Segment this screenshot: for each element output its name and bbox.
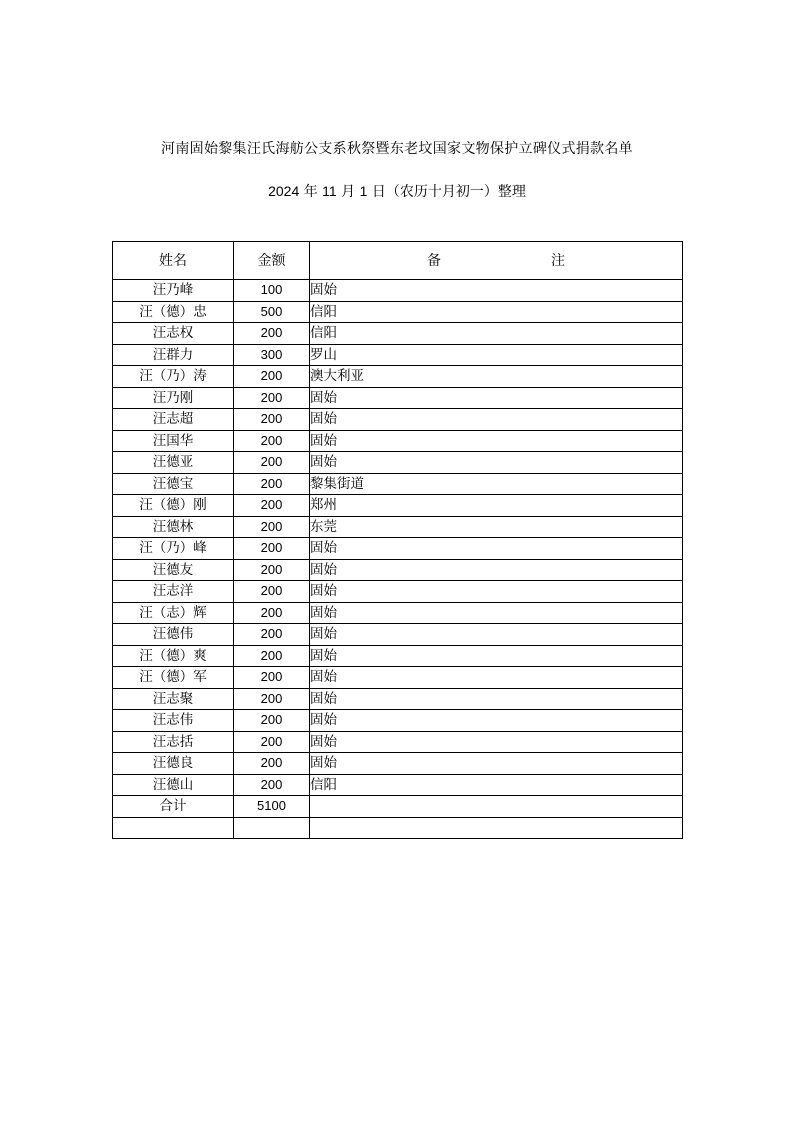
header-name: 姓名 [113, 242, 234, 280]
row-amount: 200 [234, 667, 310, 689]
subtitle-year-suffix: 年 [299, 184, 323, 200]
row-name: 汪（德）爽 [113, 645, 234, 667]
table-row [113, 301, 683, 323]
row-name: 汪（德）军 [113, 667, 234, 689]
subtitle-day: 1 [359, 183, 368, 199]
row-note: 固始 [310, 688, 683, 710]
table-row [113, 473, 683, 495]
row-name: 汪德亚 [113, 452, 234, 474]
row-note: 信阳 [310, 774, 683, 796]
row-amount: 200 [234, 688, 310, 710]
table-row [113, 344, 683, 366]
row-note: 固始 [310, 645, 683, 667]
row-note: 黎集街道 [310, 473, 683, 495]
total-note [310, 796, 683, 818]
row-amount: 200 [234, 452, 310, 474]
row-name: 汪德友 [113, 559, 234, 581]
table-row [113, 538, 683, 560]
row-name: 汪德伟 [113, 624, 234, 646]
row-note: 信阳 [310, 301, 683, 323]
row-note: 固始 [310, 538, 683, 560]
donation-table [112, 241, 683, 839]
table-row [113, 452, 683, 474]
row-amount: 200 [234, 538, 310, 560]
blank-cell-note [310, 817, 683, 838]
row-amount: 200 [234, 323, 310, 345]
row-note: 固始 [310, 430, 683, 452]
table-row [113, 430, 683, 452]
header-note-right: 注 [551, 252, 565, 269]
row-name: 汪国华 [113, 430, 234, 452]
row-amount: 200 [234, 366, 310, 388]
row-amount: 200 [234, 430, 310, 452]
table-row [113, 645, 683, 667]
row-note: 固始 [310, 581, 683, 603]
blank-cell-amount [234, 817, 310, 838]
row-name: 汪德宝 [113, 473, 234, 495]
table-row [113, 667, 683, 689]
row-name: 汪群力 [113, 344, 234, 366]
table-row [113, 559, 683, 581]
table-row [113, 710, 683, 732]
row-note: 固始 [310, 559, 683, 581]
row-name: 汪德山 [113, 774, 234, 796]
row-name: 汪乃刚 [113, 387, 234, 409]
row-name: 汪（志）辉 [113, 602, 234, 624]
row-note: 信阳 [310, 323, 683, 345]
row-note: 固始 [310, 602, 683, 624]
header-note-left: 备 [427, 252, 441, 269]
row-note: 固始 [310, 731, 683, 753]
row-name: 汪志伟 [113, 710, 234, 732]
total-row [113, 796, 683, 818]
row-name: 汪乃峰 [113, 280, 234, 302]
table-row [113, 688, 683, 710]
row-name: 汪志聚 [113, 688, 234, 710]
row-note: 固始 [310, 387, 683, 409]
table-row [113, 581, 683, 603]
row-amount: 200 [234, 516, 310, 538]
row-name: 汪志权 [113, 323, 234, 345]
row-note: 固始 [310, 753, 683, 775]
row-amount: 200 [234, 495, 310, 517]
table-row [113, 366, 683, 388]
subtitle-month-suffix: 月 [336, 184, 360, 200]
subtitle-year: 2024 [268, 183, 300, 199]
table-body [113, 280, 683, 796]
row-note: 东莞 [310, 516, 683, 538]
row-amount: 200 [234, 602, 310, 624]
row-note: 固始 [310, 624, 683, 646]
row-amount: 300 [234, 344, 310, 366]
table-row [113, 387, 683, 409]
table-row [113, 495, 683, 517]
row-amount: 200 [234, 387, 310, 409]
row-amount: 200 [234, 753, 310, 775]
row-amount: 100 [234, 280, 310, 302]
row-name: 汪（德）刚 [113, 495, 234, 517]
row-amount: 200 [234, 409, 310, 431]
row-name: 汪志超 [113, 409, 234, 431]
row-amount: 200 [234, 710, 310, 732]
header-amount: 金额 [234, 242, 310, 280]
row-amount: 200 [234, 731, 310, 753]
blank-row [113, 817, 683, 838]
total-amount: 5100 [234, 796, 310, 818]
document-subtitle [0, 181, 794, 201]
table-row [113, 280, 683, 302]
table-row [113, 409, 683, 431]
table-row [113, 731, 683, 753]
row-amount: 200 [234, 559, 310, 581]
row-note: 郑州 [310, 495, 683, 517]
row-amount: 200 [234, 473, 310, 495]
total-label: 合计 [113, 796, 234, 818]
table-header-row [113, 242, 683, 280]
header-note [310, 242, 683, 280]
row-name: 汪志括 [113, 731, 234, 753]
row-name: 汪（乃）涛 [113, 366, 234, 388]
row-amount: 200 [234, 624, 310, 646]
row-note: 固始 [310, 667, 683, 689]
row-amount: 200 [234, 774, 310, 796]
row-note: 澳大利亚 [310, 366, 683, 388]
row-name: 汪德良 [113, 753, 234, 775]
document-title: 河南固始黎集汪氏海舫公支系秋祭暨东老坟国家文物保护立碑仪式捐款名单 [161, 141, 633, 157]
subtitle-day-suffix: 日（农历十月初一）整理 [367, 184, 526, 200]
row-note: 固始 [310, 280, 683, 302]
blank-cell-name [113, 817, 234, 838]
table-row [113, 753, 683, 775]
table-row [113, 323, 683, 345]
subtitle-month: 11 [322, 183, 337, 199]
table-row [113, 602, 683, 624]
row-amount: 500 [234, 301, 310, 323]
row-amount: 200 [234, 581, 310, 603]
table-row [113, 624, 683, 646]
row-name: 汪（德）忠 [113, 301, 234, 323]
row-note: 固始 [310, 710, 683, 732]
row-note: 罗山 [310, 344, 683, 366]
row-amount: 200 [234, 645, 310, 667]
row-name: 汪志洋 [113, 581, 234, 603]
row-name: 汪德林 [113, 516, 234, 538]
row-note: 固始 [310, 452, 683, 474]
row-note: 固始 [310, 409, 683, 431]
table-row [113, 774, 683, 796]
table-row [113, 516, 683, 538]
row-name: 汪（乃）峰 [113, 538, 234, 560]
